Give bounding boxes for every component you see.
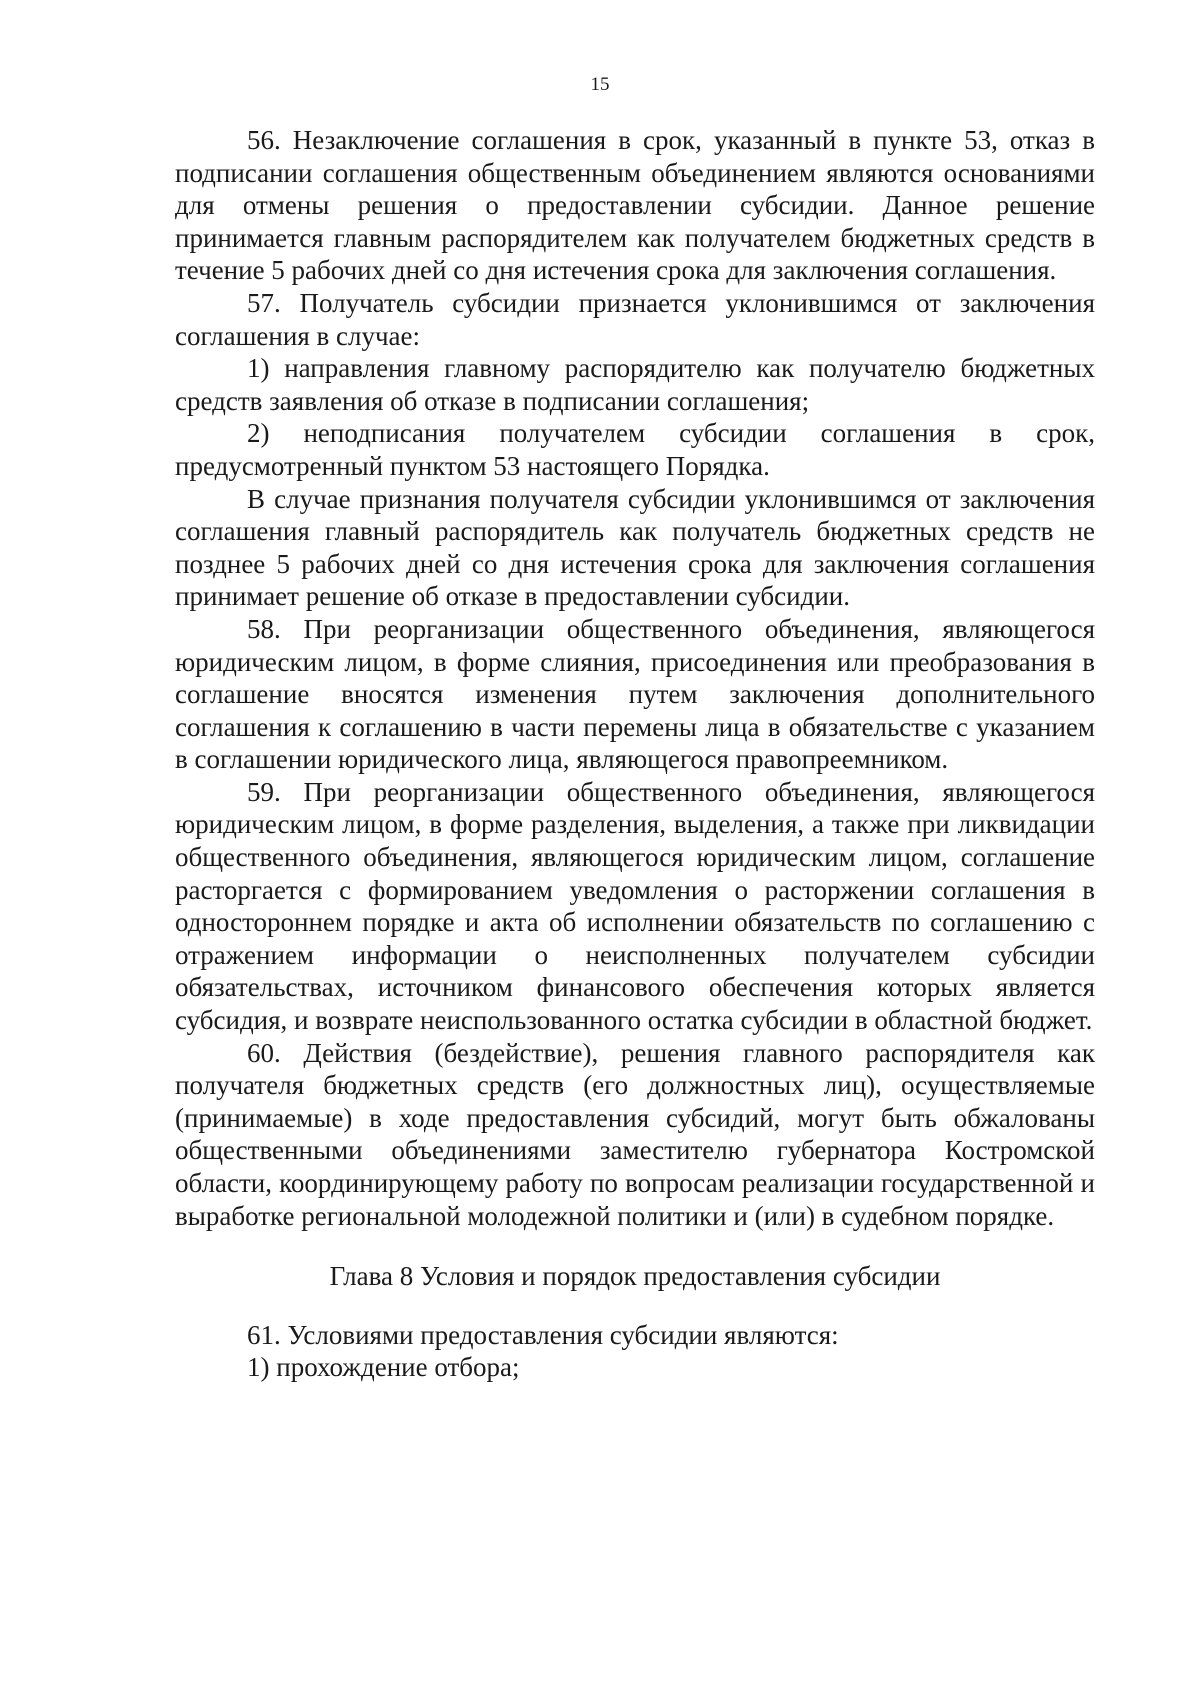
paragraph-61-item-1: 1) прохождение отбора; (247, 1352, 520, 1383)
paragraph-60: 60. Действия (бездействие), решения главного распорядителя как получателя бюджетных средств (его должностных лиц), осуществляемые (принимаемые) в ходе предоставления субсидий, могут быть обжалованы общественными объединениями заместителю губернатора Костромской области, координирующему работу по вопросам реализации государственной и выработке региональной молодежной политики и (или) в судебном порядке. (175, 1037, 1095, 1231)
chapter-heading: Глава 8 Условия и порядок предоставления субсидии (329, 1261, 941, 1292)
paragraph-61: 61. Условиями предоставления субсидии являются: (247, 1319, 839, 1350)
paragraph-56: 56. Незаключение соглашения в срок, указанный в пункте 53, отказ в подписании соглашения общественным объединением являются основаниями для отмены решения о предоставлении субсидии. Данное решение принимается главным распорядителем как получателем бюджетных средств в течение 5 рабочих дней со дня истечения срока для заключения соглашения. (175, 125, 1095, 286)
paragraph-57-item-1: 1) направления главному распорядителю как получателю бюджетных средств заявления об отказе в подписании соглашения; (175, 353, 1095, 416)
page-number: 15 (590, 74, 610, 95)
paragraph-57: 57. Получатель субсидии признается уклонившимся от заключения соглашения в случае: (175, 287, 1095, 351)
document-body (175, 124, 1095, 1384)
paragraph-58: 58. При реорганизации общественного объединения, являющегося юридическим лицом, в форме слияния, присоединения или преобразования в соглашение вносятся изменения путем заключения дополнительного соглашения к соглашению в части перемены лица в обязательстве с указанием в соглашении юридического лица, являющегося правопреемником. (175, 613, 1095, 775)
paragraph-59: 59. При реорганизации общественного объединения, являющегося юридическим лицом, в форме разделения, выделения, а также при ликвидации общественного объединения, являющегося юридическим лицом, соглашение расторгается с формированием уведомления о расторжении соглашения в одностороннем порядке и акта об исполнении обязательств по соглашению с отражением информации о неисполненных получателем субсидии обязательствах, источником финансового обеспечения которых является субсидия, и возврате неиспользованного остатка субсидии в областной бюджет. (175, 776, 1095, 1036)
paragraph-57-evasion: В случае признания получателя субсидии уклонившимся от заключения соглашения главный распорядитель как получатель бюджетных средств не позднее 5 рабочих дней со дня истечения срока для заключения соглашения принимает решение об отказе в предоставлении субсидии. (175, 483, 1095, 612)
paragraph-57-item-2: 2) неподписания получателем субсидии соглашения в срок, предусмотренный пунктом 53 настоящего Порядка. (175, 418, 1095, 481)
